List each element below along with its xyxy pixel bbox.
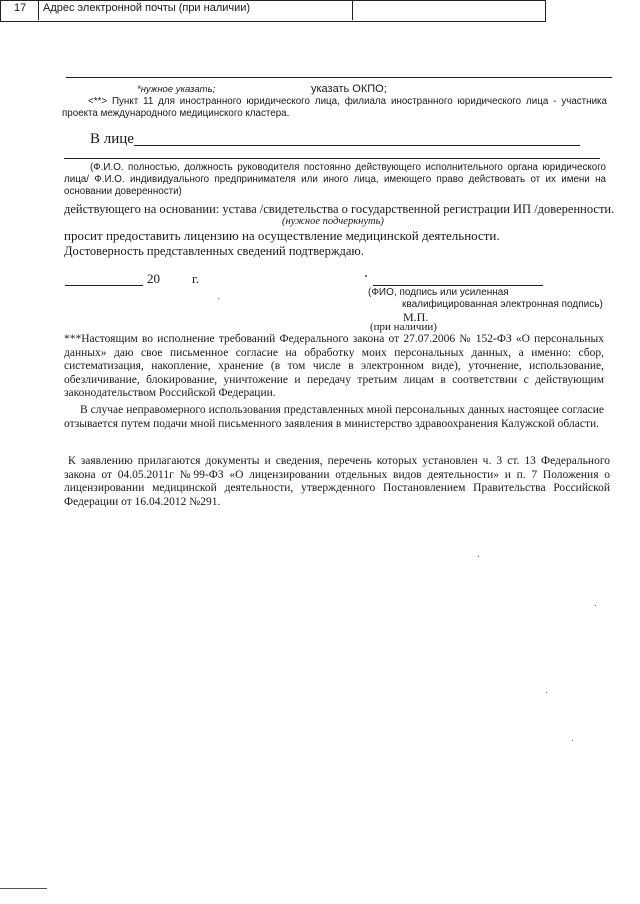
table-row-17 bbox=[0, 0, 546, 22]
scan-speck bbox=[478, 556, 479, 557]
underline-hint: (нужное подчеркнуть) bbox=[282, 216, 384, 227]
signature-caption-1: (ФИО, подпись или усиленная bbox=[368, 287, 509, 298]
scan-speck bbox=[546, 692, 547, 693]
row-label-cell bbox=[38, 0, 353, 20]
consent-paragraph: ***Настоящим во исполнение требований Федерального закона от 27.07.2006 № 152-ФЗ «О персональных данных» даю свое письменное согласие на обработку моих персональных данных, а именно: сбор, систематизация, накопление, хранение (в том числе в электронном виде), уточнение, использование, обезличивание, блокирование, уничтожение и передачу третьим лицам в соответствии с действующим законодательством Российской Федерации. bbox=[64, 333, 604, 400]
attachments-paragraph: К заявлению прилагаются документы и сведения, перечень которых установлен ч. 3 ст. 13 Федерального закона от 04.05.2011г №99-ФЗ «О лицензировании отдельных видов деятельности» и п. 7 Положения о лицензировании медицинской деятельности, утвержденного Постановлением Правительства Российской Федерации от 16.04.2012 №291. bbox=[64, 455, 610, 508]
fio-caption: (Ф.И.О. полностью, должность руководителя постоянно действующего исполнительного органа юридического лица/ Ф.И.О. индивидуального предпринимателя или иного лица, имеющего право действовать от их имени на основании доверенности) bbox=[64, 162, 606, 198]
scan-speck bbox=[218, 298, 219, 299]
margin-mark bbox=[0, 888, 47, 889]
reliability-text: Достоверность представленных сведений подтверждаю. bbox=[64, 244, 364, 258]
okpo-hint: указать ОКПО; bbox=[311, 83, 387, 95]
in-person-line bbox=[134, 145, 580, 146]
date-line bbox=[65, 285, 143, 286]
email-label: Адрес электронной почты (при наличии) bbox=[43, 2, 251, 14]
in-person-line-2 bbox=[64, 158, 600, 159]
row-number: 17 bbox=[14, 2, 27, 14]
table-bottom-rule bbox=[66, 77, 612, 78]
stamp-label: М.П. bbox=[403, 310, 429, 324]
signature-line bbox=[373, 285, 543, 286]
scan-speck bbox=[365, 275, 367, 277]
footnote-11: <**> Пункт 11 для иностранного юридического лица, филиала иностранного юридического лица - участника проекта международного медицинского кластера. bbox=[62, 96, 607, 119]
date-year: 20 bbox=[147, 271, 160, 286]
revoke-paragraph: В случае неправомерного использования представленных мной персональных данных настоящее согласие отзывается путем подачи мной письменного заявления в министерство здравоохранения Калужской области. bbox=[64, 404, 604, 430]
scan-speck bbox=[572, 740, 573, 741]
stamp-note: (при наличии) bbox=[370, 321, 437, 333]
date-suffix: г. bbox=[192, 271, 200, 286]
scan-speck bbox=[595, 605, 596, 606]
basis-text: действующего на основании: устава /свидетельства о государственной регистрации ИП /доверенности. bbox=[64, 202, 615, 216]
row-number-cell bbox=[0, 0, 39, 20]
request-text: просит предоставить лицензию на осуществление медицинской деятельности. bbox=[64, 228, 500, 243]
hint-needed: *нужное указать; bbox=[137, 84, 216, 95]
signature-caption-2: квалифицированная электронная подпись) bbox=[402, 299, 603, 310]
in-person-label: В лице bbox=[90, 131, 134, 147]
